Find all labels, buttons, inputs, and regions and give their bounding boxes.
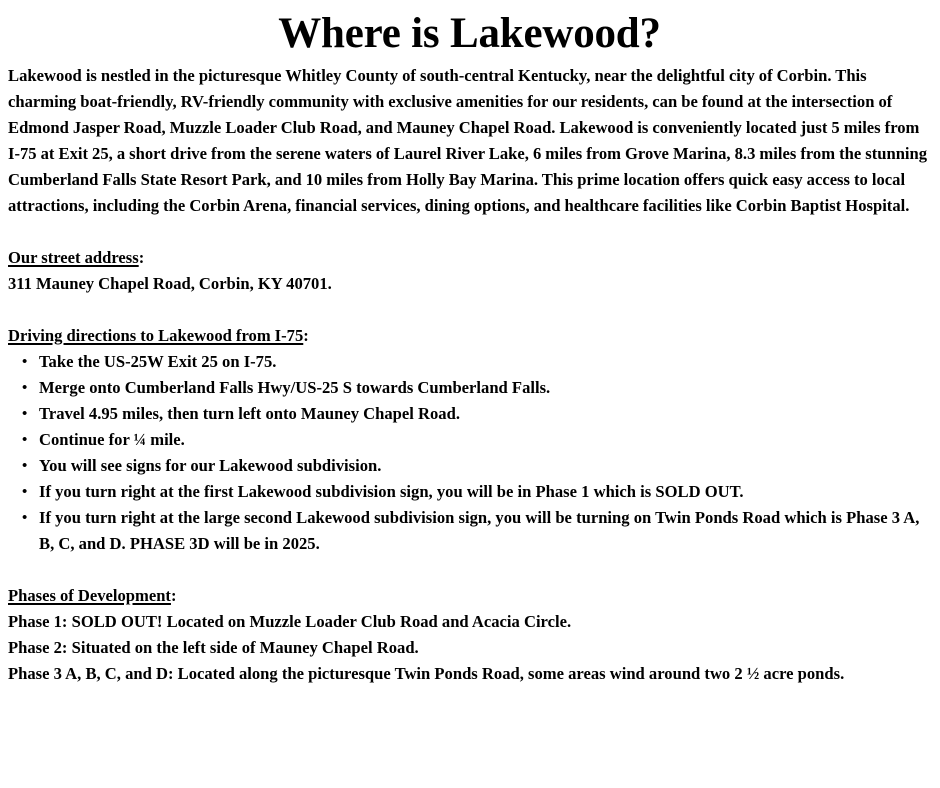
phases-heading <box>8 583 931 609</box>
driving-directions-heading-colon: : <box>303 326 309 345</box>
list-item <box>8 505 931 557</box>
list-item-text: Take the US-25W Exit 25 on I-75. <box>39 352 277 371</box>
list-item <box>8 401 931 427</box>
driving-directions-heading-label: Driving directions to Lakewood from I-75 <box>8 326 304 345</box>
list-item-text: You will see signs for our Lakewood subdivision. <box>39 456 382 475</box>
intro-paragraph: Lakewood is nestled in the picturesque Whitley County of south-central Kentucky, near the delightful city of Corbin. This charming boat-friendly, RV-friendly community with exclusive amenities for our residents, can be found at the intersection of Edmond Jasper Road, Muzzle Loader Club Road, and Mauney Chapel Road. Lakewood is conveniently located just 5 miles from I-75 at Exit 25, a short drive from the serene waters of Laurel River Lake, 6 miles from Grove Marina, 8.3 miles from the stunning Cumberland Falls State Resort Park, and 10 miles from Holly Bay Marina. This prime location offers quick easy access to local attractions, including the Corbin Arena, financial services, dining options, and healthcare facilities like Corbin Baptist Hospital. <box>8 66 928 215</box>
street-address-heading-colon: : <box>138 248 145 267</box>
spacer <box>8 297 931 323</box>
phases-heading-label: Phases of Development <box>8 586 171 605</box>
list-item <box>8 453 931 479</box>
spacer <box>8 219 931 245</box>
list-item-text: Merge onto Cumberland Falls Hwy/US-25 S towards Cumberland Falls. <box>39 378 551 397</box>
street-address-heading <box>8 245 931 271</box>
list-item <box>8 427 931 453</box>
phase-line: Phase 2: Situated on the left side of Mauney Chapel Road. <box>8 638 419 657</box>
street-address-value: 311 Mauney Chapel Road, Corbin, KY 40701. <box>8 274 332 293</box>
spacer <box>8 557 931 583</box>
list-item-text: Continue for ¼ mile. <box>39 430 185 449</box>
driving-directions-heading <box>8 323 931 349</box>
list-item <box>8 479 931 505</box>
driving-directions-list <box>8 349 931 557</box>
phase-line: Phase 3 A, B, C, and D: Located along the picturesque Twin Ponds Road, some areas wind around two 2 ½ acre ponds. <box>8 664 845 683</box>
phase-line: Phase 1: SOLD OUT! Located on Muzzle Loader Club Road and Acacia Circle. <box>8 612 572 631</box>
list-item-text: If you turn right at the first Lakewood subdivision sign, you will be in Phase 1 which is SOLD OUT. <box>39 482 744 501</box>
street-address-heading-label: Our street address <box>8 248 139 267</box>
list-item <box>8 375 931 401</box>
list-item-text: If you turn right at the large second Lakewood subdivision sign, you will be turning on Twin Ponds Road which is Phase 3 A, B, C, and D. PHASE 3D will be in 2025. <box>39 508 920 553</box>
phases-heading-colon: : <box>170 586 177 605</box>
list-item-text: Travel 4.95 miles, then turn left onto Mauney Chapel Road. <box>39 404 460 423</box>
page-title: Where is Lakewood? <box>278 10 661 57</box>
list-item <box>8 349 931 375</box>
